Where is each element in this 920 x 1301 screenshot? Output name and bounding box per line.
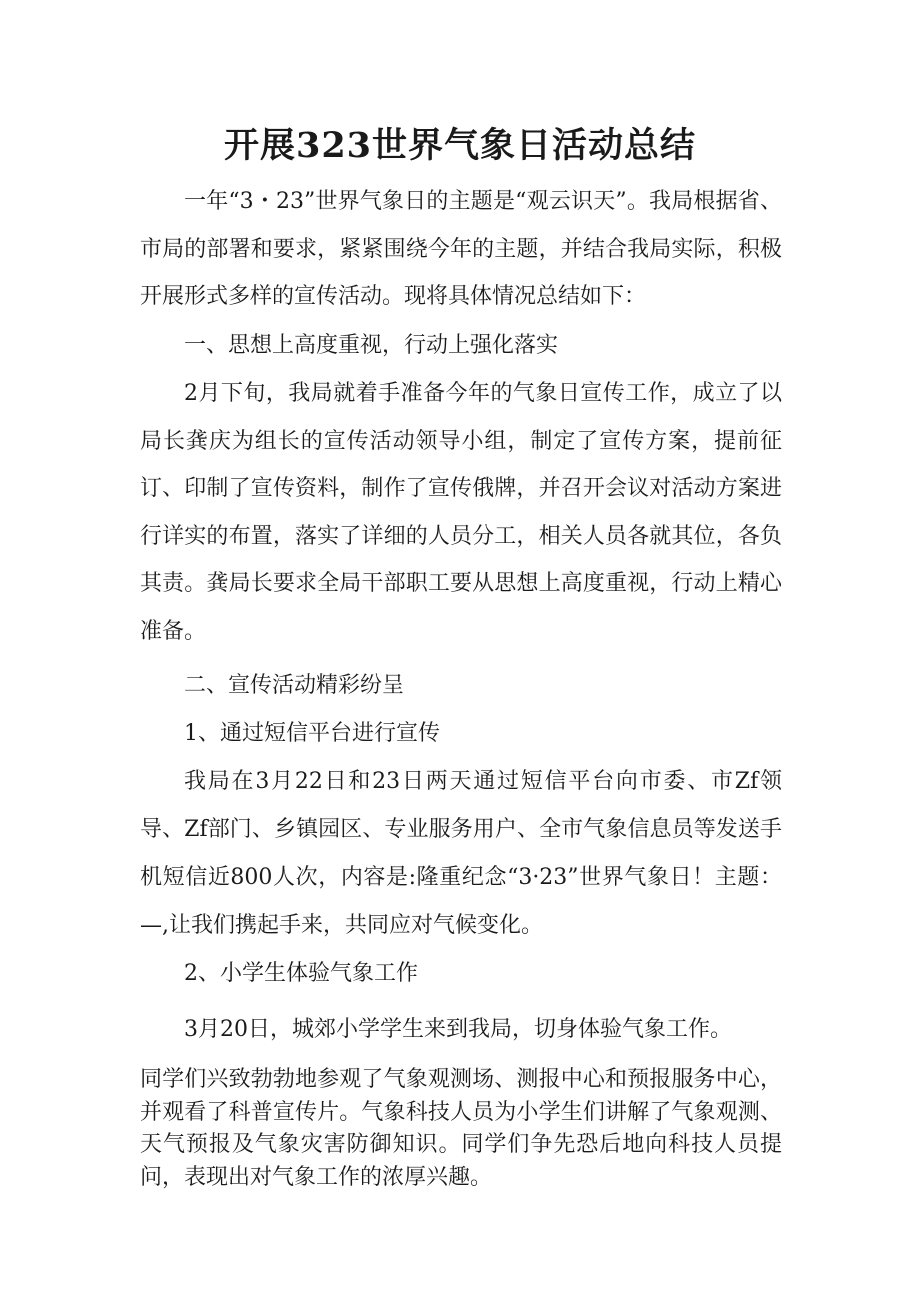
intro-paragraph: 一年“3・23”世界气象日的主题是“观云识天”。我局根据省、市局的部署和要求，紧紧围绕今年的主题，并结合我局实际，积极开展形式多样的宣传活动。现将具体情况总结如下： [140, 189, 782, 309]
subsection-2-paragraph: 3月20日，城郊小学学生来到我局，切身体验气象工作。 [184, 1017, 732, 1042]
section-1-paragraph: 2月下旬，我局就着手准备今年的气象日宣传工作，成立了以局长龚庆为组长的宣传活动领导小组，制定了宣传方案，提前征订、印制了宣传资料，制作了宣传俄牌，并召开会议对活动方案进行详实的布置，落实了详细的人员分工，相关人员各就其位，各负其责。龚局长要求全局干部职工要从思想上高度重视，行动上精心准备。 [140, 381, 782, 644]
subsection-heading-1: 1、通过短信平台进行宣传 [184, 721, 440, 746]
subsection-2-continuation: 同学们兴致勃勃地参观了气象观测场、测报中心和预报服务中心，并观看了科普宣传片。气象科技人员为小学生们讲解了气象观测、天气预报及气象灾害防御知识。同学们争先恐后地向科技人员提问，表现出对气象工作的浓厚兴趣。 [140, 1067, 782, 1190]
subsection-1-paragraph: 我局在3月22日和23日两天通过短信平台向市委、市Zf领导、Zf部门、乡镇园区、专业服务用户、全市气象信息员等发送手机短信近800人次，内容是:隆重纪念“3·23”世界气象日！主题：—,让我们携起手来，共同应对气候变化。 [140, 769, 782, 938]
section-heading-1: 一、思想上高度重视，行动上强化落实 [184, 333, 559, 358]
document-title: 开展323世界气象日活动总结 [223, 125, 697, 166]
subsection-heading-2: 2、小学生体验气象工作 [184, 961, 418, 986]
section-heading-2: 二、宣传活动精彩纷呈 [184, 673, 405, 698]
